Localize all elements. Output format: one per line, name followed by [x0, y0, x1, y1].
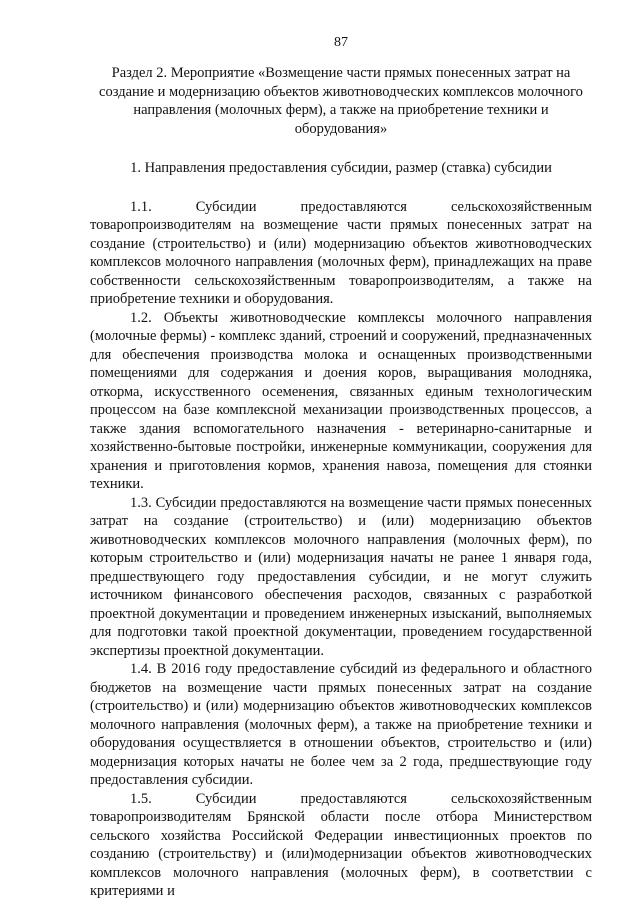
- body-text: [90, 198, 592, 901]
- document-page: [90, 34, 592, 901]
- subsection-title: 1. Направления предоставления субсидии, размер (ставка) субсидии: [130, 160, 552, 176]
- paragraph-1-5: 1.5. Субсидии предоставляются сельскохозяйственным товаропроизводителям Брянской области после отбора Министерством сельского хозяйства Российской Федерации инвестиционных проектов по созданию (строительству) и (или)модернизации объектов животноводческих комплексов молочного направления (молочных ферм), в соответствии с критериями и: [90, 790, 592, 899]
- paragraph-1-2: 1.2. Объекты животноводческие комплексы молочного направления (молочные фермы) - комплекс зданий, строений и сооружений, предназначенных для обеспечения производства молока и оснащенных производственными помещениями для содержания и доения коров, выращивания молодняка, откорма, искусственного осеменения, связанных единым технологическим процессом на базе комплексной механизации производственных процессов, а также здания вспомогательного назначения - ветеринарно-санитарные и хозяйственно-бытовые постройки, инженерные коммуникации, сооружения для хранения и приготовления кормов, хранения навоза, помещения для стоянки техники.: [90, 309, 592, 492]
- section-title: Раздел 2. Мероприятие «Возмещение части прямых понесенных затрат на создание и модернизацию объектов животноводческих комплексов молочного направления (молочных ферм), а также на приобретение техники и оборудования»: [99, 65, 583, 137]
- paragraph-1-3: 1.3. Субсидии предоставляются на возмещение части прямых понесенных затрат на создание (строительство) и (или) модернизацию объектов животноводческих комплексов молочного направления (молочных ферм), по которым строительство и (или) модернизация начаты не ранее 1 января года, предшествующего году предоставления субсидии, и не могут служить источником финансового обеспечения расходов, связанных с разработкой проектной документации и проведением инженерных изысканий, выполняемых для подготовки такой проектной документации, проведением государственной экспертизы проектной документации.: [90, 494, 592, 659]
- paragraph-1-1: 1.1. Субсидии предоставляются сельскохозяйственным товаропроизводителям на возмещение части прямых понесенных затрат на создание (строительство) и (или) модернизацию объектов животноводческих комплексов молочного направления (молочных ферм), принадлежащих на праве собственности сельскохозяйственным товаропроизводителям, а также на приобретение техники и оборудования.: [90, 198, 592, 307]
- paragraph-1-4: 1.4. В 2016 году предоставление субсидий из федерального и областного бюджетов на возмещение части прямых понесенных затрат на создание (строительство) и (или) модернизацию объектов животноводческих комплексов молочного направления (молочных ферм), а также на приобретение техники и оборудования осуществляется в отношении объектов, строительство и (или) модернизация которых начаты не более чем за 2 года, предшествующие году предоставления субсидии.: [90, 661, 592, 788]
- page-number: 87: [334, 35, 348, 50]
